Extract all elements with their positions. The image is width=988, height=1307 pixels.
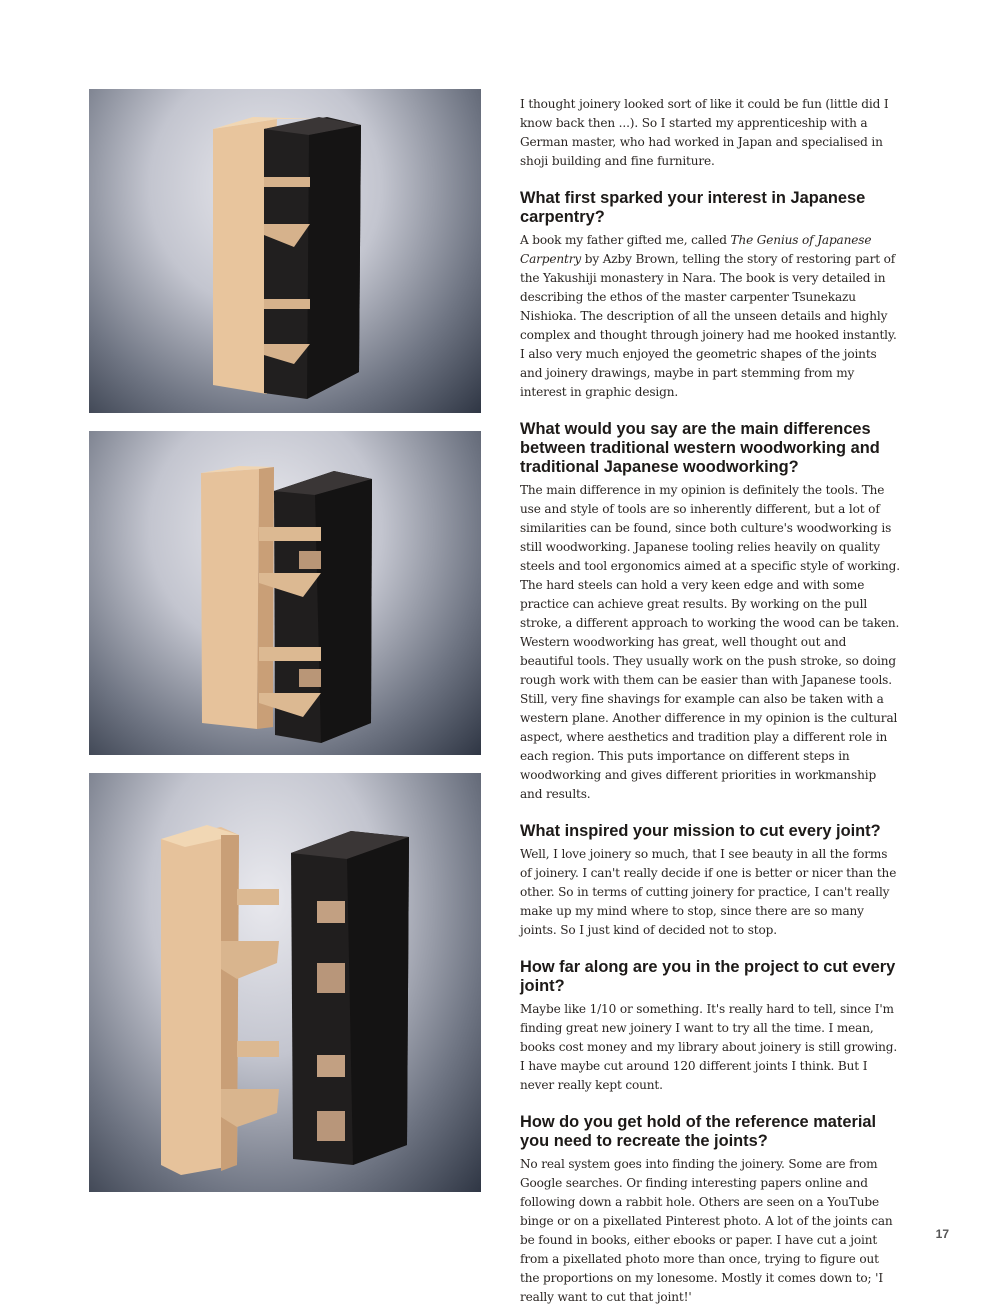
answer-paragraph-3: Well, I love joinery so much, that I see beauty in all the forms of joinery. I can't really decide if one is better or nicer than the other. So in terms of cutting joinery for practice, I can't really make up my mind where to stop, since there are so many joints. So I just kind of decided not to stop. <box>520 847 897 937</box>
joinery-photo-assembled-graphic <box>89 89 481 413</box>
joinery-photo-partial <box>89 431 481 755</box>
question-heading-1: What first sparked your interest in Japanese carpentry? <box>520 189 866 226</box>
answer-1-part-a: A book my father gifted me, called <box>520 233 731 247</box>
joinery-photo-separated <box>89 773 481 1192</box>
question-heading-4: How far along are you in the project to cut every joint? <box>520 958 896 995</box>
answer-1-part-b: by Azby Brown, telling the story of restoring part of the Yakushiji monastery in Nara. The book is very detailed in describing the ethos of the master carpenter Tsunekazu Nishioka. The description of all the unseen details and highly complex and thought through joinery had me hooked instantly. I also very much enjoyed the geometric shapes of the joints and joinery drawings, maybe in part stemming from my interest in graphic design. <box>520 252 897 399</box>
question-heading-2: What would you say are the main differences between traditional western woodworking and traditional Japanese woodworking? <box>520 420 880 476</box>
joinery-photo-assembled <box>89 89 481 413</box>
answer-paragraph-1 <box>520 231 900 402</box>
book-title: The Genius of Japanese Carpentry <box>520 233 872 266</box>
answer-paragraph-2: The main difference in my opinion is definitely the tools. The use and style of tools are so inherently different, but a lot of similarities can be found, since both culture's woodworking is still woodworking. Japanese tooling relies heavily on quality steels and tool ergonomics aimed at a specific style of working. The hard steels can hold a very keen edge and with some practice can achieve great results. By working on the pull stroke, a different approach to working the wood can be taken. Western woodworking has great, well thought out and beautiful tools. They usually work on the push stroke, so doing rough work with them can be easier than with Japanese tools. Still, very fine shavings for example can also be taken with a western plane. Another difference in my opinion is the cultural aspect, where aesthetics and tradition play a different role in each region. This puts importance on different steps in woodworking and gives different priorities in workmanship and results. <box>520 483 900 801</box>
joinery-photo-separated-graphic <box>89 773 481 1192</box>
intro-paragraph: I thought joinery looked sort of like it could be fun (little did I know back then ...). So I started my apprenticeship with a German master, who had worked in Japan and specialised in shoji building and fine furniture. <box>520 97 889 168</box>
answer-paragraph-4: Maybe like 1/10 or something. It's really hard to tell, since I'm finding great new joinery I want to try all the time. I mean, books cost money and my library about joinery is still growing. I have maybe cut around 120 different joints I think. But I never really kept count. <box>520 1002 898 1092</box>
answer-paragraph-5: No real system goes into finding the joinery. Some are from Google searches. Or finding interesting papers online and following down a rabbit hole. Others are seen on a YouTube binge or on a pixellated Pinterest photo. A lot of the joints can be found in books, either ebooks or paper. I have cut a joint from a pixellated photo more than once, trying to figure out the proportions on my lonesome. Mostly it comes down to; 'I really want to cut that joint!' <box>520 1157 893 1304</box>
page-number: 17 <box>935 1227 949 1241</box>
question-heading-3: What inspired your mission to cut every joint? <box>520 822 881 840</box>
article-text-column <box>520 95 900 1307</box>
question-heading-5: How do you get hold of the reference material you need to recreate the joints? <box>520 1113 877 1150</box>
joinery-photo-partial-graphic <box>89 431 481 755</box>
